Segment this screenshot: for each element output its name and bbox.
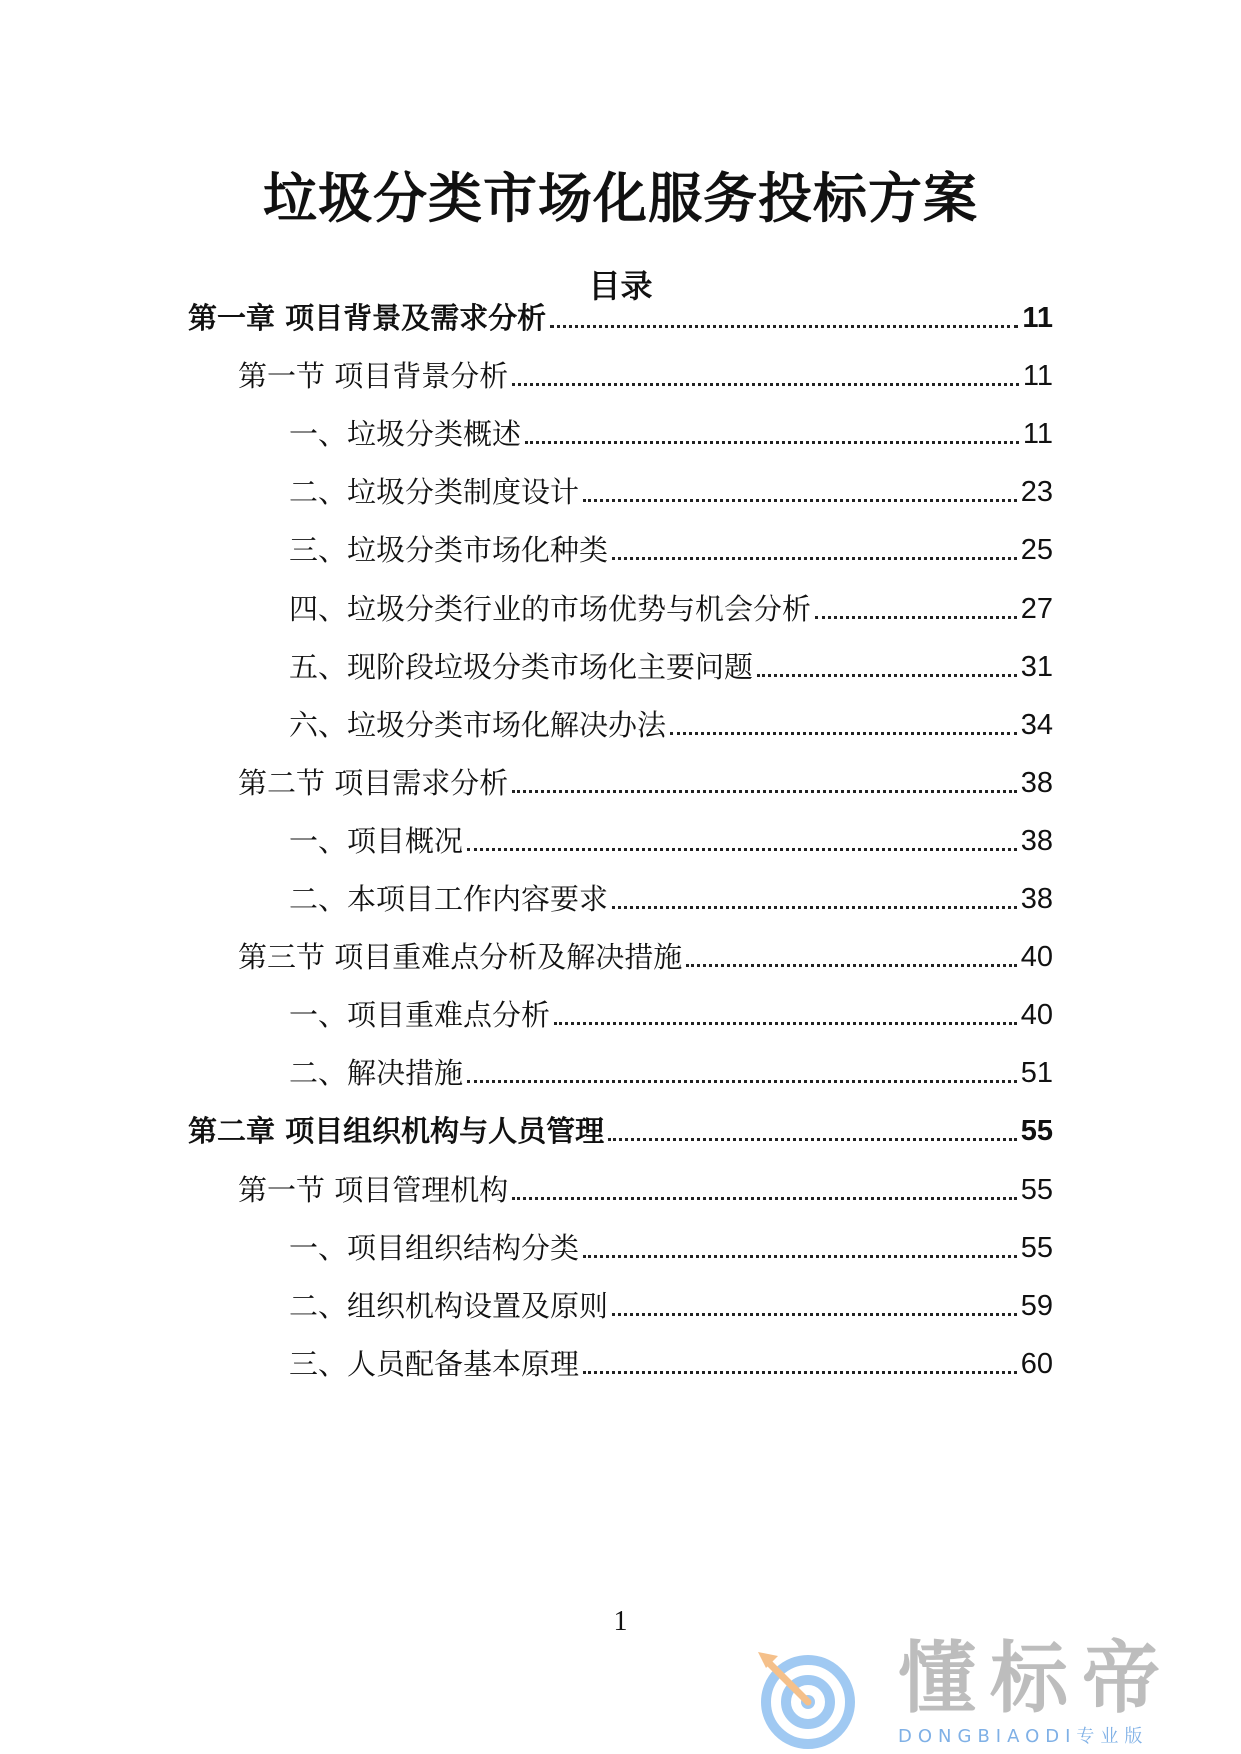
toc-dot-leader <box>512 383 1019 386</box>
toc-entry[interactable] <box>238 931 1053 975</box>
toc-entry-page: 51 <box>1020 1057 1053 1089</box>
toc-entry-page: 55 <box>1020 1115 1053 1147</box>
toc-dot-leader <box>686 964 1017 967</box>
document-title: 垃圾分类市场化服务投标方案 <box>263 167 978 230</box>
toc-entry-label: 二、解决措施 <box>289 1056 464 1090</box>
toc-entry[interactable] <box>289 989 1053 1033</box>
toc-entry-label: 第三节 项目重难点分析及解决措施 <box>238 940 683 974</box>
toc-entry-label: 一、项目组织结构分类 <box>289 1231 580 1265</box>
toc-entry-label: 一、垃圾分类概述 <box>289 417 522 451</box>
toc-entry[interactable] <box>188 292 1053 336</box>
toc-entry-label: 二、垃圾分类制度设计 <box>289 475 580 509</box>
toc-entry-page: 23 <box>1020 476 1053 508</box>
toc-entry[interactable] <box>238 350 1053 394</box>
toc-entry[interactable] <box>188 1105 1053 1149</box>
toc-entry-page: 59 <box>1020 1290 1053 1322</box>
toc-entry[interactable] <box>289 524 1053 568</box>
toc-entry-label: 第一节 项目管理机构 <box>238 1173 509 1207</box>
toc-dot-leader <box>583 499 1017 502</box>
toc-entry[interactable] <box>289 873 1053 917</box>
toc-entry-page: 38 <box>1020 767 1053 799</box>
toc-dot-leader <box>757 674 1017 677</box>
toc-entry[interactable] <box>238 1164 1053 1208</box>
toc-entry-page: 34 <box>1020 709 1053 741</box>
toc-entry-label: 一、项目概况 <box>289 824 464 858</box>
toc-dot-leader <box>467 1080 1017 1083</box>
toc-entry[interactable] <box>289 583 1053 627</box>
page-number: 1 <box>613 1606 628 1637</box>
toc-dot-leader <box>550 325 1018 328</box>
toc-entry-label: 二、本项目工作内容要求 <box>289 882 609 916</box>
toc-entry-label: 第一章 项目背景及需求分析 <box>188 301 547 335</box>
toc-entry[interactable] <box>289 1222 1053 1266</box>
toc-entry-page: 11 <box>1022 302 1053 334</box>
toc-entry-label: 一、项目重难点分析 <box>289 998 551 1032</box>
toc-entry-page: 11 <box>1022 360 1053 392</box>
toc-entry-label: 四、垃圾分类行业的市场优势与机会分析 <box>289 592 812 626</box>
toc-entry-page: 38 <box>1020 825 1053 857</box>
toc-entry[interactable] <box>289 815 1053 859</box>
toc-entry-label: 第二节 项目需求分析 <box>238 766 509 800</box>
toc-dot-leader <box>554 1022 1017 1025</box>
toc-entry[interactable] <box>289 1280 1053 1324</box>
toc-entry-page: 40 <box>1020 941 1053 973</box>
toc-dot-leader <box>608 1138 1017 1141</box>
toc-entry[interactable] <box>289 641 1053 685</box>
toc-entry-page: 27 <box>1020 593 1053 625</box>
toc-dot-leader <box>467 848 1017 851</box>
toc-dot-leader <box>815 616 1017 619</box>
toc-entry-page: 38 <box>1020 883 1053 915</box>
toc-entry-page: 60 <box>1020 1348 1053 1380</box>
toc-dot-leader <box>583 1371 1017 1374</box>
toc-entry-page: 55 <box>1020 1174 1053 1206</box>
toc-entry[interactable] <box>238 757 1053 801</box>
toc-entry[interactable] <box>289 1047 1053 1091</box>
toc-dot-leader <box>512 790 1017 793</box>
toc-entry[interactable] <box>289 408 1053 452</box>
toc-entry-page: 55 <box>1020 1232 1053 1264</box>
toc-entry-page: 25 <box>1020 534 1053 566</box>
toc-dot-leader <box>583 1255 1017 1258</box>
toc-heading: 目录 <box>588 267 653 305</box>
toc-entry-page: 40 <box>1020 999 1053 1031</box>
toc-dot-leader <box>512 1197 1017 1200</box>
toc-dot-leader <box>670 732 1017 735</box>
toc-dot-leader <box>612 906 1017 909</box>
toc-entry[interactable] <box>289 699 1053 743</box>
toc-entry-label: 第二章 项目组织机构与人员管理 <box>188 1114 605 1148</box>
toc-entry-label: 二、组织机构设置及原则 <box>289 1289 609 1323</box>
toc-entry-label: 六、垃圾分类市场化解决办法 <box>289 708 667 742</box>
toc-dot-leader <box>612 557 1017 560</box>
toc-entry-label: 三、人员配备基本原理 <box>289 1347 580 1381</box>
watermark-subtitle: DONGBIAODI专业版 <box>898 1726 1149 1747</box>
toc-entry[interactable] <box>289 466 1053 510</box>
toc-dot-leader <box>612 1313 1017 1316</box>
toc-entry-page: 31 <box>1020 651 1053 683</box>
watermark-name: 懂标帝 <box>898 1634 1175 1724</box>
toc-entry-label: 三、垃圾分类市场化种类 <box>289 533 609 567</box>
target-arrow-icon <box>748 1638 868 1750</box>
toc-entry-page: 11 <box>1022 418 1053 450</box>
toc-dot-leader <box>525 441 1019 444</box>
toc-entry-label: 第一节 项目背景分析 <box>238 359 509 393</box>
toc-entry[interactable] <box>289 1338 1053 1382</box>
watermark <box>748 1634 1238 1750</box>
toc-entry-label: 五、现阶段垃圾分类市场化主要问题 <box>289 650 754 684</box>
